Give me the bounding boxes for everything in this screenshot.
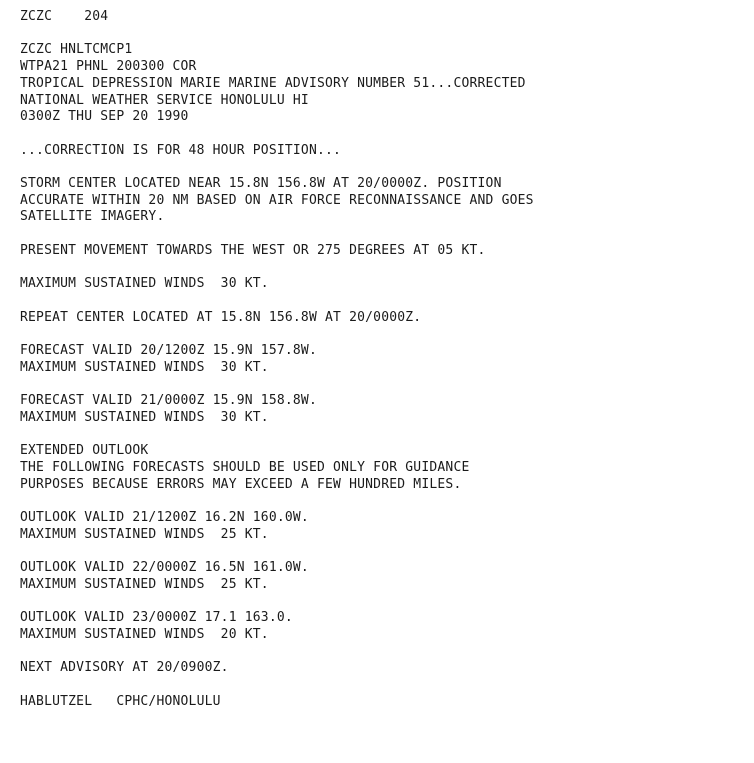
movement-block <box>20 243 740 260</box>
forecast-valid: FORECAST VALID 20/1200Z 15.9N 157.8W. <box>20 342 317 358</box>
storm-center-line-2: ACCURATE WITHIN 20 NM BASED ON AIR FORCE RECONNAISSANCE AND GOES <box>20 192 534 208</box>
outlook-valid: OUTLOOK VALID 22/0000Z 16.5N 161.0W. <box>20 560 309 576</box>
next-advisory: NEXT ADVISORY AT 20/0900Z. <box>20 660 229 676</box>
storm-center-line-1: STORM CENTER LOCATED NEAR 15.8N 156.8W AT 20/0000Z. POSITION <box>20 175 502 191</box>
max-winds-block <box>20 276 740 293</box>
present-movement: PRESENT MOVEMENT TOWARDS THE WEST OR 275 DEGREES AT 05 KT. <box>20 242 486 258</box>
outlook-block-2 <box>20 560 740 593</box>
forecast-winds: MAXIMUM SUSTAINED WINDS 30 KT. <box>20 409 269 425</box>
header-id-line: ZCZC 204 <box>20 9 109 24</box>
correction-block <box>20 143 740 160</box>
outlook-winds: MAXIMUM SUSTAINED WINDS 20 KT. <box>20 626 269 642</box>
forecast-block-1 <box>20 343 740 376</box>
outlook-valid: OUTLOOK VALID 23/0000Z 17.1 163.0. <box>20 610 293 626</box>
forecast-block-2 <box>20 393 740 426</box>
issuing-office: NATIONAL WEATHER SERVICE HONOLULU HI <box>20 92 309 108</box>
storm-center-block <box>20 176 740 226</box>
forecast-winds: MAXIMUM SUSTAINED WINDS 30 KT. <box>20 359 269 375</box>
storm-center-line-3: SATELLITE IMAGERY. <box>20 209 165 225</box>
bulletin-code: ZCZC HNLTCMCP1 <box>20 42 133 58</box>
next-advisory-block <box>20 660 740 677</box>
forecaster-signature: HABLUTZEL CPHC/HONOLULU <box>20 693 221 709</box>
extended-outlook-block <box>20 443 740 493</box>
signature-block <box>20 694 740 711</box>
advisory-title: TROPICAL DEPRESSION MARIE MARINE ADVISORY NUMBER 51...CORRECTED <box>20 75 526 91</box>
outlook-winds: MAXIMUM SUSTAINED WINDS 25 KT. <box>20 576 269 592</box>
wmo-header: WTPA21 PHNL 200300 COR <box>20 59 197 75</box>
repeat-center: REPEAT CENTER LOCATED AT 15.8N 156.8W AT 20/0000Z. <box>20 309 422 325</box>
header-block <box>20 9 740 26</box>
repeat-center-block <box>20 310 740 327</box>
extended-outlook-text-1: THE FOLLOWING FORECASTS SHOULD BE USED ONLY FOR GUIDANCE <box>20 459 470 475</box>
outlook-block-3 <box>20 610 740 643</box>
advisory-document <box>20 9 740 727</box>
max-sustained-winds: MAXIMUM SUSTAINED WINDS 30 KT. <box>20 276 269 292</box>
extended-outlook-heading: EXTENDED OUTLOOK <box>20 443 149 459</box>
preamble-block <box>20 42 740 126</box>
forecast-valid: FORECAST VALID 21/0000Z 15.9N 158.8W. <box>20 393 317 409</box>
issue-time: 0300Z THU SEP 20 1990 <box>20 109 189 125</box>
outlook-valid: OUTLOOK VALID 21/1200Z 16.2N 160.0W. <box>20 509 309 525</box>
outlook-block-1 <box>20 510 740 543</box>
extended-outlook-text-2: PURPOSES BECAUSE ERRORS MAY EXCEED A FEW HUNDRED MILES. <box>20 476 462 492</box>
correction-note: ...CORRECTION IS FOR 48 HOUR POSITION... <box>20 142 342 158</box>
outlook-winds: MAXIMUM SUSTAINED WINDS 25 KT. <box>20 526 269 542</box>
